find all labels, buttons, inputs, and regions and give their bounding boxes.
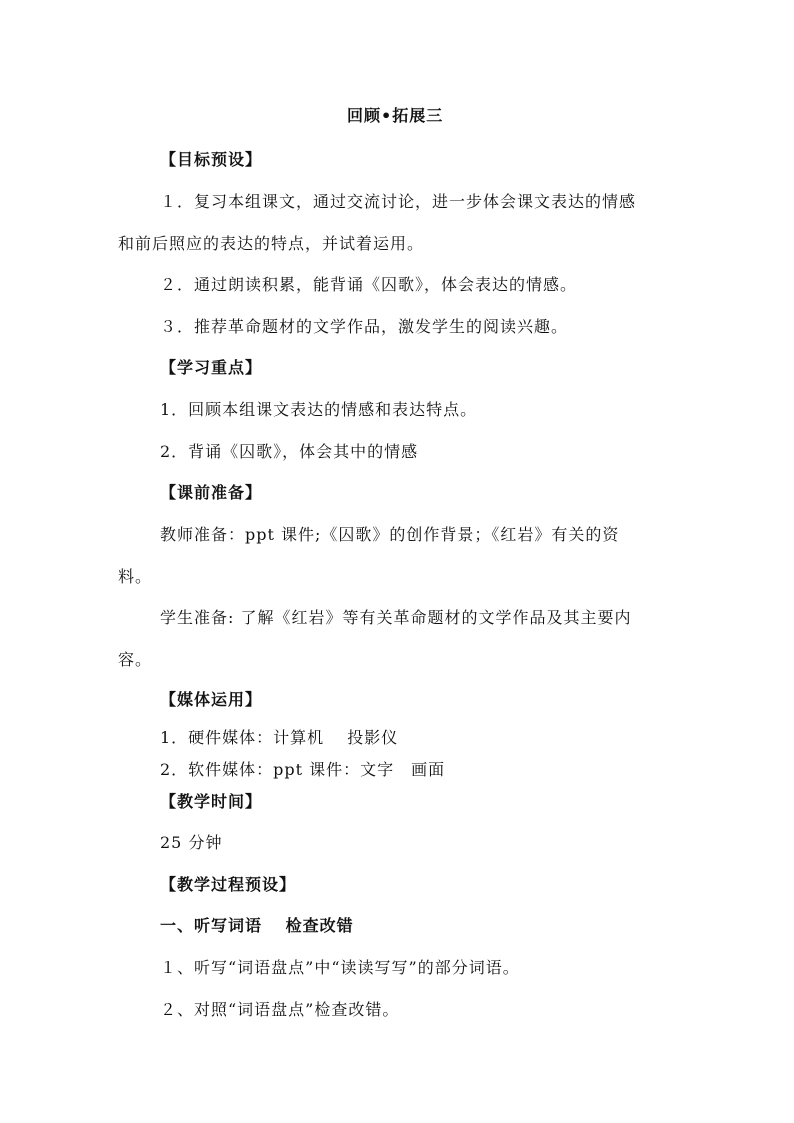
goals-item-3: ３．推荐革命题材的文学作品，激发学生的阅读兴趣。 [160, 317, 569, 336]
process-step-1-item-1: １、听写“词语盘点”中“读读写写”的部分词语。 [160, 958, 520, 977]
preparation-student-line-1: 学生准备: 了解《红岩》等有关革命题材的文学作品及其主要内 [160, 608, 632, 627]
preparation-teacher-line-1: 教师准备：ppt 课件;《囚歌》的创作背景；《红岩》有关的资 [160, 525, 620, 544]
document-title: 回顾•拓展三 [347, 106, 444, 125]
keypoints-item-2: 2．背诵《囚歌》，体会其中的情感 [160, 442, 419, 461]
time-value: 25 分钟 [160, 833, 223, 852]
goals-item-2: ２．通过朗读积累，能背诵《囚歌》，体会表达的情感。 [160, 275, 578, 294]
goals-item-1-line-1: １．复习本组课文，通过交流讨论，进一步体会课文表达的情感 [160, 192, 637, 211]
media-item-1: 1．硬件媒体：计算机 投影仪 [160, 728, 399, 747]
preparation-teacher-line-2: 料。 [118, 567, 153, 586]
section-heading-keypoints: 【学习重点】 [160, 358, 263, 377]
preparation-student-line-2: 容。 [118, 650, 153, 669]
section-heading-media: 【媒体运用】 [160, 690, 263, 709]
process-step-1-heading: 一、听写词语 检查改错 [160, 916, 354, 935]
section-heading-time: 【教学时间】 [160, 792, 263, 811]
media-item-2: 2．软件媒体：ppt 课件：文字 画面 [160, 760, 446, 779]
process-step-1-item-2: ２、对照“词语盘点”检查改错。 [160, 1000, 400, 1019]
goals-item-1-line-2: 和前后照应的表达的特点，并试着运用。 [118, 234, 425, 253]
section-heading-process: 【教学过程预设】 [160, 875, 297, 894]
keypoints-item-1: 1．回顾本组课文表达的情感和表达特点。 [160, 400, 478, 419]
section-heading-goals: 【目标预设】 [160, 150, 263, 169]
section-heading-preparation: 【课前准备】 [160, 483, 263, 502]
